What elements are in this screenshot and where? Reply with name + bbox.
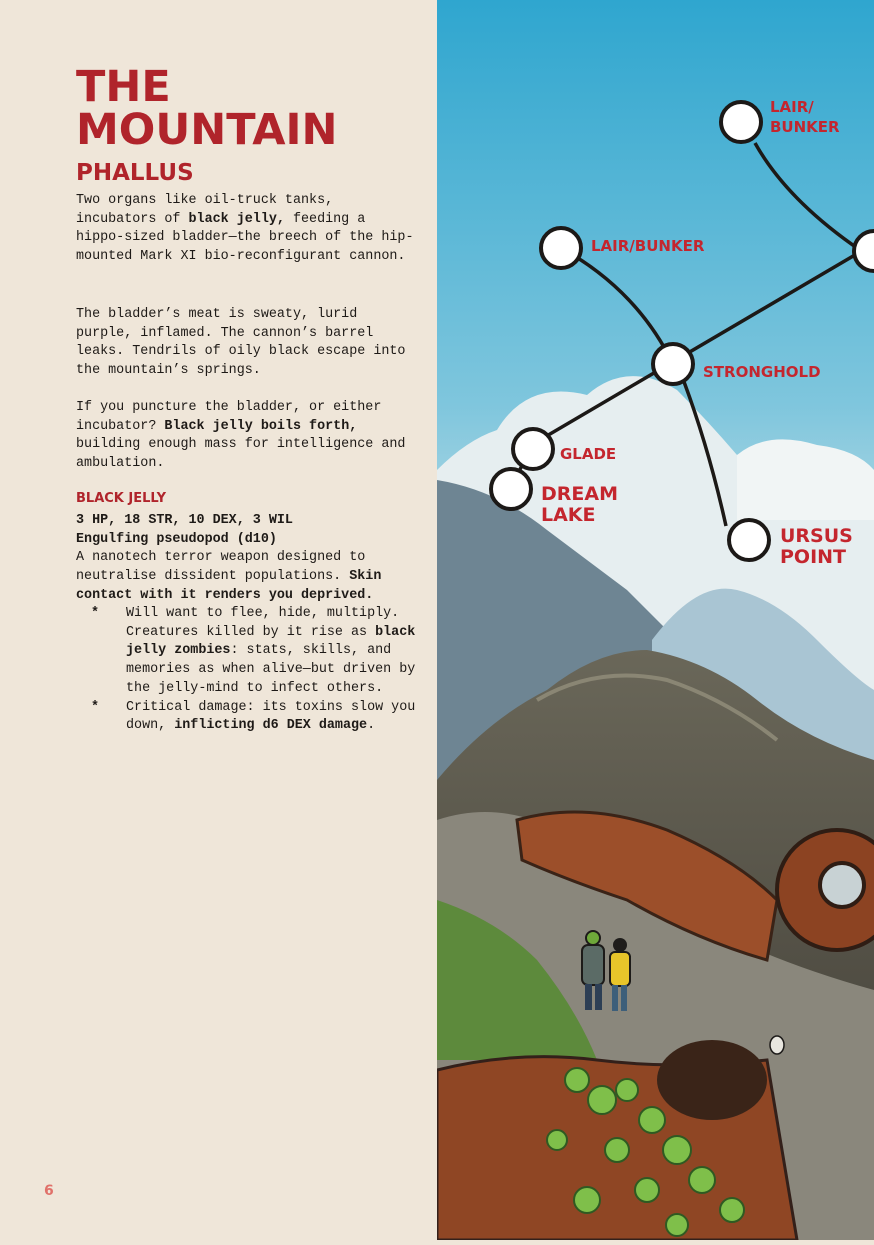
- bullet-2-bold: inflicting d6 DEX damage: [174, 718, 368, 734]
- creature-stats: 3 HP, 18 STR, 10 DEX, 3 WIL: [76, 513, 293, 528]
- section-title: PHALLUS: [76, 160, 194, 186]
- map-label-point: POINT: [780, 546, 847, 568]
- paragraph-3-text-c: building enough mass for intelligence and ambulation.: [76, 437, 406, 472]
- paragraph-3-text-a: If you puncture the bladder, or either incubator?: [76, 400, 382, 434]
- creature-desc: A nanotech terror weapon designed to neutralise dissident populations.: [76, 550, 366, 585]
- map-node-stronghold: [653, 344, 693, 384]
- bullet-1-text-c: : stats, skills, and memories as when alive—but driven by the jelly-mind to infect others.: [126, 643, 416, 696]
- paragraph-1-text-c: feeding a hippo-sized bladder—the breech of the hip-mounted Mark XI bio-reconfigurant cannon.: [76, 211, 414, 265]
- map-node-lair-2: [541, 228, 581, 268]
- map-label-ursus: URSUS: [780, 525, 853, 547]
- paragraph-2: The bladder’s meat is sweaty, lurid purple, inflamed. The cannon’s barrel leaks. Tendrils of oily black escape into the mountain’s springs.: [76, 307, 406, 379]
- map-node-glade: [513, 429, 553, 469]
- map-label-dream: DREAM: [541, 483, 618, 505]
- paragraph-1: [76, 192, 421, 267]
- mountain-illustration: [437, 0, 874, 1240]
- page-number: 6: [44, 1183, 54, 1199]
- creature-name: BLACK JELLY: [76, 491, 167, 506]
- page-title: THE MOUNTAIN: [76, 62, 338, 155]
- creature-attack: Engulfing pseudopod (d10): [76, 531, 277, 547]
- bullet-1-text-a: Will want to flee, hide, multiply. Creatures killed by it rise as: [126, 606, 400, 640]
- map-node-dream-lake: [491, 469, 531, 509]
- map-label-glade: GLADE: [560, 445, 617, 463]
- bullet-1-bold: black jelly zombies: [126, 624, 416, 659]
- map-label-lair-2: LAIR/BUNKER: [591, 237, 705, 255]
- creature-statblock: [76, 512, 421, 606]
- creature-bullet-list: [76, 605, 421, 736]
- list-item: [76, 699, 421, 736]
- map-label-stronghold: STRONGHOLD: [703, 363, 821, 381]
- map-node-ursus-point: [729, 520, 769, 560]
- bullet-2-text-a: Critical damage: its toxins slow you down,: [126, 699, 416, 734]
- paragraph-1-text-a: Two organs like oil-truck tanks, incubators of: [76, 193, 334, 227]
- pipe-opening: [657, 1040, 767, 1120]
- paragraph-3: [76, 399, 421, 474]
- paragraph-3-bold: Black jelly boils forth,: [164, 418, 358, 434]
- bullet-star-icon: *: [91, 606, 100, 621]
- paragraph-1-bold: black jelly,: [188, 211, 285, 227]
- bullet-star-icon: *: [91, 699, 100, 715]
- creature-desc-bold: Skin contact with it renders you deprived.: [76, 569, 382, 603]
- wreck-porthole: [820, 863, 864, 907]
- map-label-lake: LAKE: [541, 504, 596, 526]
- text-column: [0, 0, 437, 1240]
- map-node-lair-1: [721, 102, 761, 142]
- map-label-lair-1-b: BUNKER: [770, 118, 840, 136]
- seagull: [770, 1036, 784, 1054]
- bullet-2-text-c: .: [367, 718, 376, 734]
- list-item: [76, 605, 421, 699]
- illustration-svg: [437, 0, 874, 1240]
- map-label-lair-1: LAIR/: [770, 98, 814, 116]
